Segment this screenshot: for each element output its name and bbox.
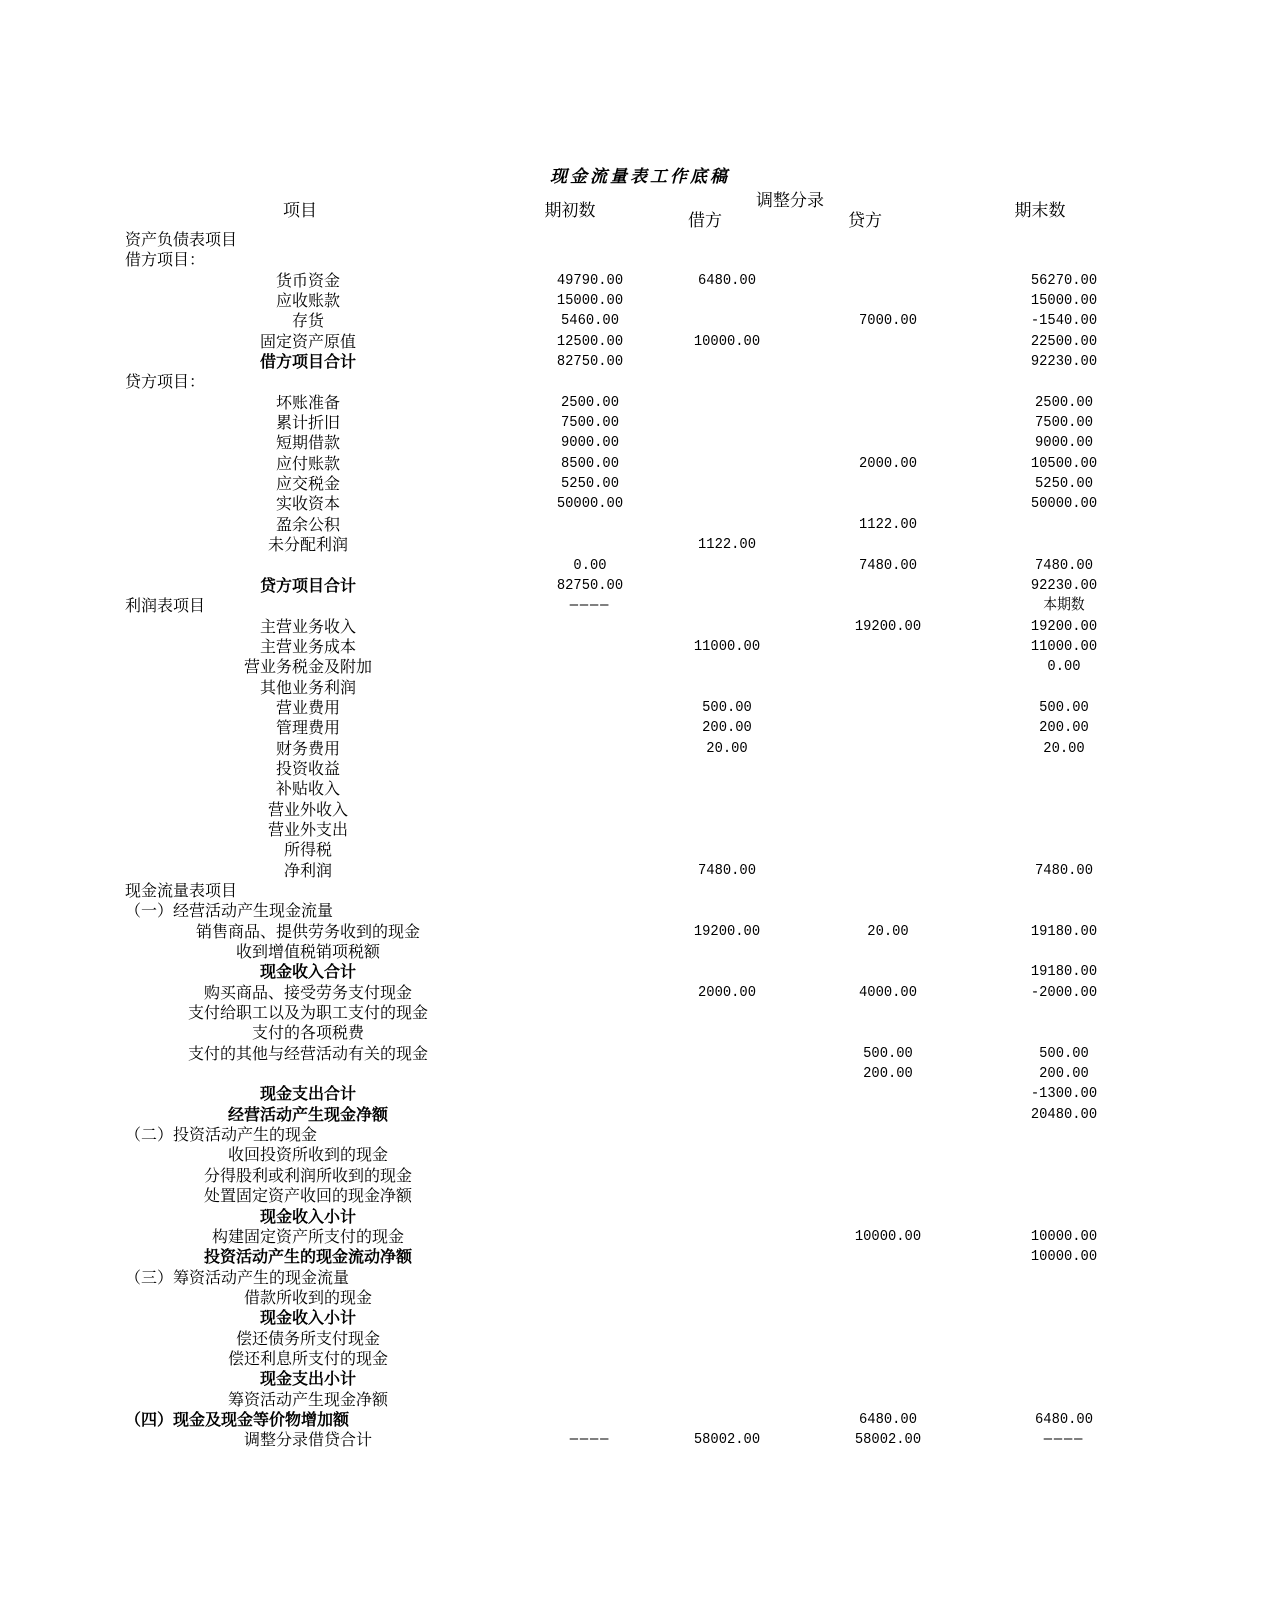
header-opening: 期初数 [544, 201, 596, 221]
row-label: 未分配利润 [267, 535, 348, 555]
table-row [0, 230, 1280, 250]
row-label: 投资活动产生的现金流动净额 [203, 1247, 412, 1267]
table-row [0, 1349, 1280, 1369]
table-row [0, 1390, 1280, 1410]
credit-value: 2000.00 [859, 454, 917, 472]
table-row [0, 881, 1280, 901]
page-title: 现金流量表工作底稿 [550, 167, 730, 187]
credit-value: 19200.00 [854, 617, 922, 635]
row-label: （四）现金及现金等价物增加额 [125, 1409, 350, 1429]
row-label: 支付给职工以及为职工支付的现金 [187, 1003, 428, 1023]
table-row [0, 1247, 1280, 1267]
row-label: 主营业务成本 [259, 636, 356, 656]
table-row [0, 637, 1280, 657]
table-row [0, 840, 1280, 860]
table-row [0, 1003, 1280, 1023]
opening-value: 0.00 [573, 556, 607, 574]
closing-value: 11000.00 [1030, 637, 1098, 655]
row-label: 现金支出小计 [259, 1369, 356, 1389]
closing-value: 200.00 [1039, 719, 1089, 737]
opening-value: 82750.00 [556, 576, 624, 594]
table-row [0, 576, 1280, 596]
row-label: 偿还利息所支付的现金 [227, 1348, 388, 1368]
closing-value: 10000.00 [1030, 1227, 1098, 1245]
row-label: 营业费用 [275, 697, 340, 717]
table-row [0, 1268, 1280, 1288]
closing-value: 15000.00 [1030, 292, 1098, 310]
closing-value: 500.00 [1039, 1044, 1089, 1062]
opening-value: 7500.00 [561, 414, 619, 432]
table-row [0, 291, 1280, 311]
opening-value: 5250.00 [561, 475, 619, 493]
row-label: 其他业务利润 [259, 677, 356, 697]
credit-value: 7480.00 [859, 556, 917, 574]
table-row [0, 739, 1280, 759]
opening-value: 49790.00 [556, 271, 624, 289]
row-label: 购买商品、接受劳务支付现金 [203, 982, 412, 1002]
opening-value: 9000.00 [561, 434, 619, 452]
credit-value: 58002.00 [854, 1431, 922, 1449]
closing-value: 20480.00 [1030, 1105, 1098, 1123]
row-label: 收到增值税销项税额 [235, 942, 380, 962]
row-label: 固定资产原值 [259, 331, 356, 351]
opening-value: 5460.00 [561, 312, 619, 330]
opening-value: 82750.00 [556, 353, 624, 371]
closing-value: 19200.00 [1030, 617, 1098, 635]
row-label: 借方项目合计 [259, 352, 356, 372]
closing-value: 10500.00 [1030, 454, 1098, 472]
row-label: 货币资金 [275, 270, 340, 290]
debit-value: 7480.00 [698, 861, 756, 879]
row-label: 分得股利或利润所收到的现金 [203, 1165, 412, 1185]
closing-value: ———— [1043, 1431, 1085, 1449]
row-label: 筹资活动产生现金净额 [227, 1389, 388, 1409]
table-row [0, 474, 1280, 494]
row-label: 构建固定资产所支付的现金 [211, 1226, 404, 1246]
table-row [0, 1410, 1280, 1430]
debit-value: 200.00 [702, 719, 752, 737]
header-closing: 期末数 [1014, 201, 1066, 221]
opening-value: ———— [569, 1431, 611, 1449]
table-row [0, 617, 1280, 637]
row-label: 应付账款 [275, 453, 340, 473]
closing-value: 500.00 [1039, 698, 1089, 716]
table-row [0, 1125, 1280, 1145]
debit-value: 6480.00 [698, 271, 756, 289]
row-label: 实收资本 [275, 494, 340, 514]
table-row [0, 962, 1280, 982]
debit-value: 2000.00 [698, 983, 756, 1001]
row-label: 所得税 [283, 840, 332, 860]
table-row [0, 1329, 1280, 1349]
row-label: 贷方项目合计 [259, 575, 356, 595]
row-label: 盈余公积 [275, 514, 340, 534]
table-row [0, 1207, 1280, 1227]
row-label: 资产负债表项目 [125, 230, 238, 249]
table-row [0, 535, 1280, 555]
row-label: 坏账准备 [275, 392, 340, 412]
row-label: 现金收入合计 [259, 962, 356, 982]
closing-value: 50000.00 [1030, 495, 1098, 513]
header-debit: 借方 [688, 211, 722, 231]
row-label: 累计折旧 [275, 413, 340, 433]
table-row [0, 1064, 1280, 1084]
opening-value: 12500.00 [556, 332, 624, 350]
closing-value: 7500.00 [1035, 414, 1093, 432]
row-label: 收回投资所收到的现金 [227, 1145, 388, 1165]
row-label: 利润表项目 [125, 596, 206, 616]
table-row [0, 372, 1280, 392]
closing-value: 200.00 [1039, 1065, 1089, 1083]
row-label: 处置固定资产收回的现金净额 [203, 1186, 412, 1206]
row-label: 现金流量表项目 [125, 881, 238, 900]
row-label: 净利润 [283, 860, 332, 880]
row-label: 借方项目： [125, 250, 206, 270]
row-label: 现金支出合计 [259, 1084, 356, 1104]
closing-value: -2000.00 [1030, 983, 1098, 1001]
table-row [0, 1044, 1280, 1064]
table-row [0, 1023, 1280, 1043]
table-row [0, 250, 1280, 270]
row-label: 投资收益 [275, 758, 340, 778]
row-label: 补贴收入 [275, 779, 340, 799]
closing-value: 0.00 [1047, 658, 1081, 676]
closing-value: 92230.00 [1030, 576, 1098, 594]
row-label: 营业外收入 [267, 799, 348, 819]
table-row [0, 657, 1280, 677]
closing-value: 19180.00 [1030, 963, 1098, 981]
row-label: 现金收入小计 [259, 1308, 356, 1328]
table-row [0, 352, 1280, 372]
table-row [0, 494, 1280, 514]
table-row [0, 800, 1280, 820]
opening-value: 8500.00 [561, 454, 619, 472]
header-item: 项目 [283, 201, 317, 221]
table-row [0, 1369, 1280, 1389]
closing-value: -1540.00 [1030, 312, 1098, 330]
table-row [0, 332, 1280, 352]
table-row [0, 779, 1280, 799]
debit-value: 20.00 [706, 739, 748, 757]
row-label: 营业务税金及附加 [243, 657, 372, 677]
row-label: 营业外支出 [267, 819, 348, 839]
closing-value: 7480.00 [1035, 556, 1093, 574]
table-row [0, 698, 1280, 718]
table-row [0, 942, 1280, 962]
opening-value: 15000.00 [556, 292, 624, 310]
debit-value: 500.00 [702, 698, 752, 716]
table-row [0, 515, 1280, 535]
row-label: 短期借款 [275, 433, 340, 453]
row-label: 经营活动产生现金净额 [227, 1104, 388, 1124]
row-label: 主营业务收入 [259, 616, 356, 636]
row-label: 现金收入小计 [259, 1206, 356, 1226]
table-row [0, 1105, 1280, 1125]
table-row [0, 1084, 1280, 1104]
row-label: 支付的其他与经营活动有关的现金 [187, 1043, 428, 1063]
closing-value: 22500.00 [1030, 332, 1098, 350]
closing-value: 56270.00 [1030, 271, 1098, 289]
table-row [0, 1288, 1280, 1308]
row-label: 调整分录借贷合计 [243, 1430, 372, 1450]
table-row [0, 413, 1280, 433]
row-label: 财务费用 [275, 738, 340, 758]
table-row [0, 1145, 1280, 1165]
table-body [0, 230, 1280, 1451]
table-row [0, 901, 1280, 921]
table-row [0, 983, 1280, 1003]
table-row [0, 311, 1280, 331]
header-adjustments: 调整分录 [756, 191, 824, 211]
closing-value: 2500.00 [1035, 393, 1093, 411]
row-label: 应收账款 [275, 291, 340, 311]
credit-value: 4000.00 [859, 983, 917, 1001]
table-row [0, 922, 1280, 942]
row-label: 销售商品、提供劳务收到的现金 [195, 921, 420, 941]
debit-value: 1122.00 [698, 536, 756, 554]
header-credit: 贷方 [848, 211, 882, 231]
row-label: （三）筹资活动产生的现金流量 [125, 1267, 350, 1287]
row-label: 偿还债务所支付现金 [235, 1328, 380, 1348]
table-row [0, 596, 1280, 616]
row-label: （一）经营活动产生现金流量 [125, 901, 334, 921]
closing-value: 9000.00 [1035, 434, 1093, 452]
table-row [0, 1186, 1280, 1206]
table-row [0, 718, 1280, 738]
credit-value: 10000.00 [854, 1227, 922, 1245]
credit-value: 6480.00 [859, 1410, 917, 1428]
table-row [0, 454, 1280, 474]
closing-value: 20.00 [1043, 739, 1085, 757]
table-row [0, 271, 1280, 291]
table-row [0, 759, 1280, 779]
closing-value: 10000.00 [1030, 1248, 1098, 1266]
credit-value: 200.00 [863, 1065, 913, 1083]
opening-value: 50000.00 [556, 495, 624, 513]
credit-value: 7000.00 [859, 312, 917, 330]
opening-value: ———— [569, 597, 611, 615]
row-label: 支付的各项税费 [251, 1023, 364, 1043]
debit-value: 11000.00 [693, 637, 761, 655]
table-row [0, 861, 1280, 881]
row-label: 借款所收到的现金 [243, 1287, 372, 1307]
credit-value: 500.00 [863, 1044, 913, 1062]
row-label: （二）投资活动产生的现金 [125, 1125, 318, 1145]
closing-value: 本期数 [1043, 597, 1085, 615]
table-row [0, 1308, 1280, 1328]
table-row [0, 393, 1280, 413]
table-row [0, 556, 1280, 576]
debit-value: 19200.00 [693, 922, 761, 940]
opening-value: 2500.00 [561, 393, 619, 411]
row-label: 应交税金 [275, 474, 340, 494]
table-row [0, 1430, 1280, 1450]
row-label: 贷方项目： [125, 372, 206, 392]
debit-value: 10000.00 [693, 332, 761, 350]
closing-value: 5250.00 [1035, 475, 1093, 493]
table-row [0, 433, 1280, 453]
closing-value: -1300.00 [1030, 1085, 1098, 1103]
closing-value: 7480.00 [1035, 861, 1093, 879]
row-label: 存货 [291, 311, 324, 331]
table-row [0, 678, 1280, 698]
table-row [0, 820, 1280, 840]
closing-value: 6480.00 [1035, 1410, 1093, 1428]
table-row [0, 1166, 1280, 1186]
closing-value: 19180.00 [1030, 922, 1098, 940]
row-label: 管理费用 [275, 718, 340, 738]
debit-value: 58002.00 [693, 1431, 761, 1449]
credit-value: 1122.00 [859, 515, 917, 533]
closing-value: 92230.00 [1030, 353, 1098, 371]
credit-value: 20.00 [867, 922, 909, 940]
table-row [0, 1227, 1280, 1247]
